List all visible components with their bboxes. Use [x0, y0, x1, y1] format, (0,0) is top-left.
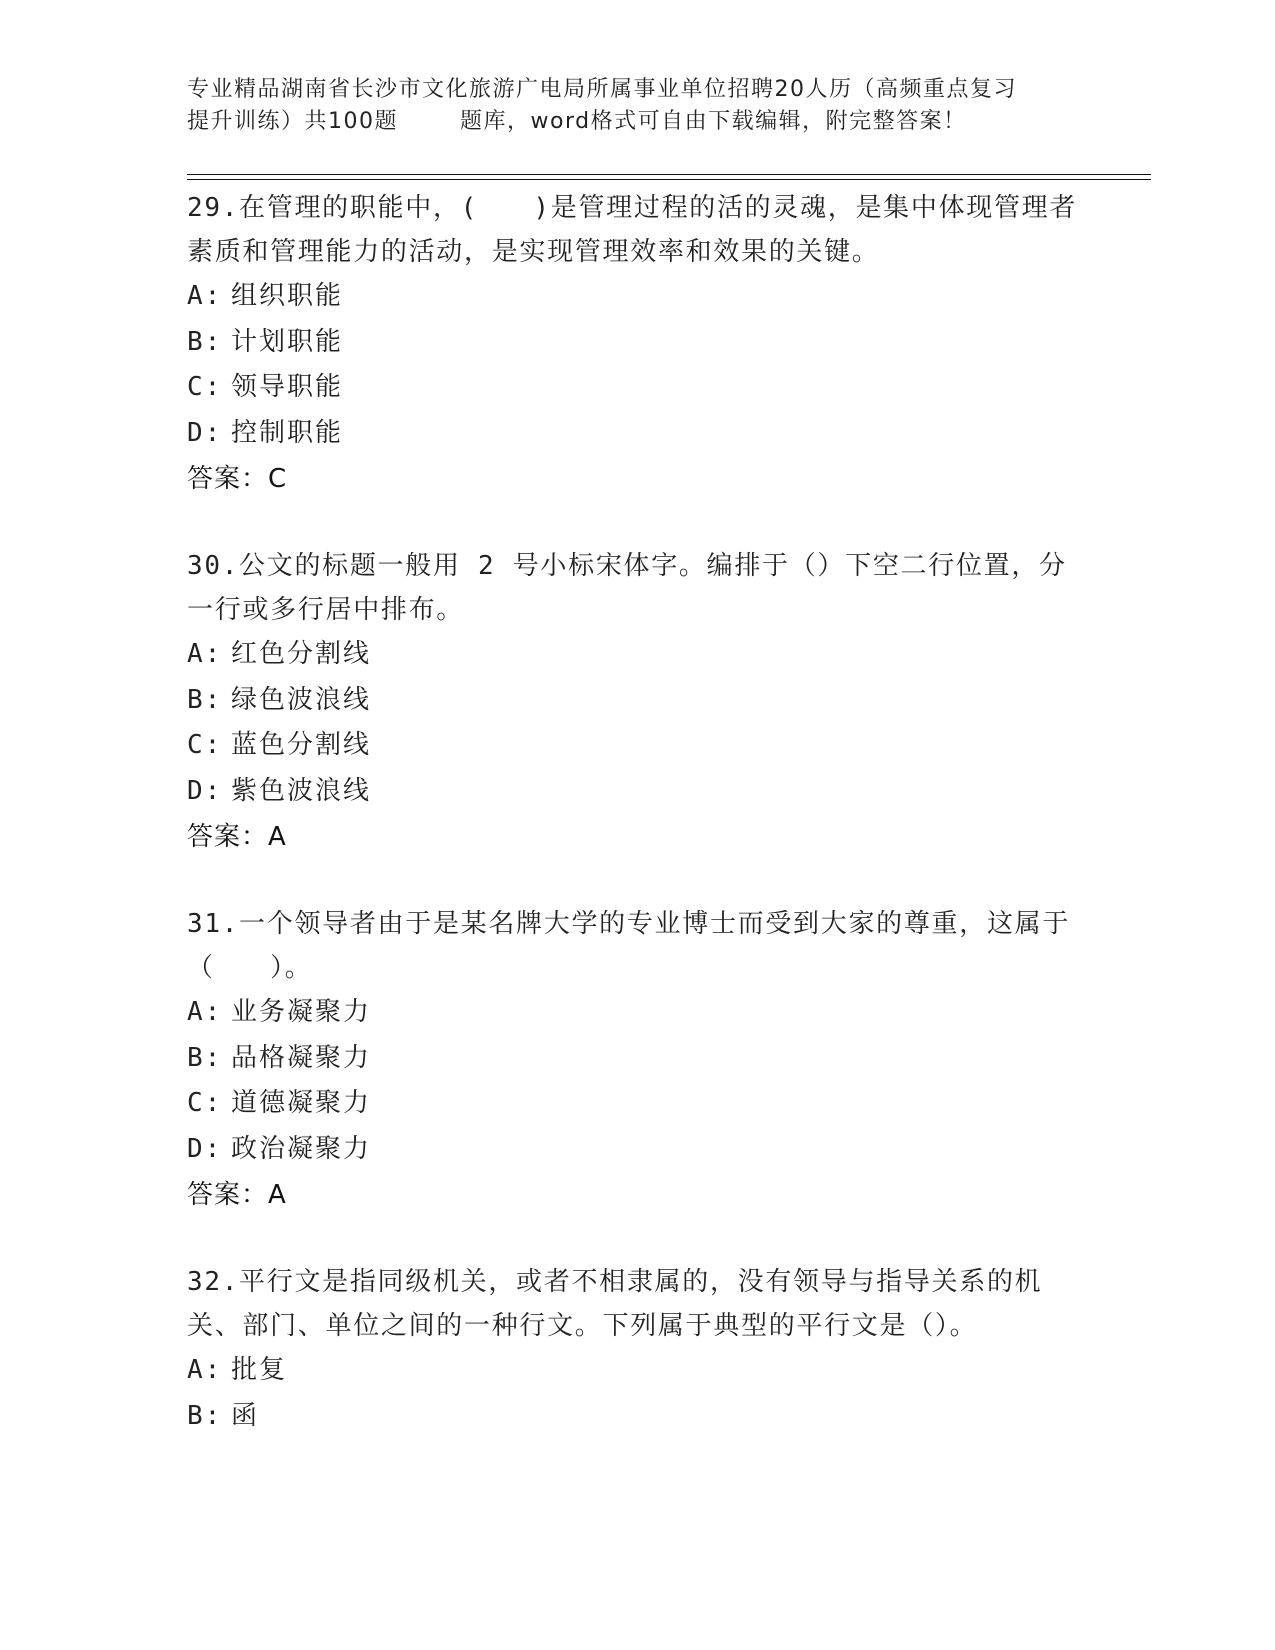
option-d	[187, 1127, 1087, 1173]
answer-line: 答案：A	[187, 822, 287, 852]
option-a	[187, 1348, 1087, 1394]
option-d	[187, 411, 1087, 457]
question-31	[187, 902, 1087, 1218]
option-text: 组织职能	[231, 281, 344, 311]
question-stem: 32.平行文是指同级机关，或者不相隶属的，没有领导与指导关系的机关、部门、单位之间的一种行文。下列属于典型的平行文是（）。	[187, 1267, 1043, 1341]
option-text: 批复	[231, 1355, 288, 1385]
option-key: C:	[187, 1088, 223, 1118]
option-d	[187, 769, 1087, 815]
option-text: 计划职能	[231, 326, 344, 357]
option-text: 绿色波浪线	[231, 684, 372, 715]
option-b	[187, 678, 1087, 724]
option-key: D:	[187, 775, 223, 806]
option-a	[187, 632, 1087, 678]
option-text: 紫色波浪线	[231, 775, 372, 806]
option-key: A:	[187, 1355, 223, 1385]
question-stem: 29.在管理的职能中，( )是管理过程的活的灵魂，是集中体现管理者素质和管理能力的活动，是实现管理效率和效果的关键。	[187, 193, 1078, 267]
option-key: D:	[187, 1133, 223, 1164]
option-b	[187, 1394, 1087, 1440]
option-text: 品格凝聚力	[231, 1042, 372, 1073]
option-text: 控制职能	[231, 417, 344, 448]
option-key: C:	[187, 372, 223, 402]
option-c	[187, 723, 1087, 769]
header-rule-top	[187, 174, 1151, 175]
question-list	[187, 186, 1087, 1481]
option-a	[187, 274, 1087, 320]
option-a	[187, 990, 1087, 1036]
option-c	[187, 1081, 1087, 1127]
option-key: C:	[187, 730, 223, 760]
option-text: 业务凝聚力	[231, 997, 372, 1027]
question-stem: 30.公文的标题一般用 2 号小标宋体字。编排于（）下空二行位置，分一行或多行居中排布。	[187, 551, 1067, 625]
option-key: A:	[187, 639, 223, 669]
header-title-line-1: 专业精品湖南省长沙市文化旅游广电局所属事业单位招聘20人历（高频重点复习	[187, 77, 1017, 102]
document-header	[187, 74, 1067, 138]
question-30	[187, 544, 1087, 860]
option-text: 领导职能	[231, 372, 344, 402]
option-text: 红色分割线	[231, 639, 372, 669]
answer-line: 答案：C	[187, 464, 288, 494]
option-text: 道德凝聚力	[231, 1088, 372, 1118]
option-key: B:	[187, 1042, 223, 1073]
question-stem: 31.一个领导者由于是某名牌大学的专业博士而受到大家的尊重，这属于（ ）。	[187, 909, 1071, 983]
header-title-line-2-left: 提升训练）共100题	[187, 109, 398, 134]
option-key: B:	[187, 326, 223, 357]
option-b	[187, 320, 1087, 366]
header-title-line-2-right: 题库，word格式可自由下载编辑，附完整答案！	[460, 109, 967, 134]
option-key: A:	[187, 281, 223, 311]
option-key: A:	[187, 997, 223, 1027]
header-title-line-2	[187, 106, 1067, 138]
option-key: B:	[187, 1400, 223, 1431]
option-text: 蓝色分割线	[231, 730, 372, 760]
option-text: 政治凝聚力	[231, 1133, 372, 1164]
option-key: B:	[187, 684, 223, 715]
question-32	[187, 1260, 1087, 1439]
option-key: D:	[187, 417, 223, 448]
header-rule-bottom	[187, 179, 1151, 180]
option-c	[187, 365, 1087, 411]
answer-line: 答案：A	[187, 1180, 287, 1210]
option-b	[187, 1036, 1087, 1082]
question-29	[187, 186, 1087, 502]
option-text: 函	[231, 1400, 260, 1431]
